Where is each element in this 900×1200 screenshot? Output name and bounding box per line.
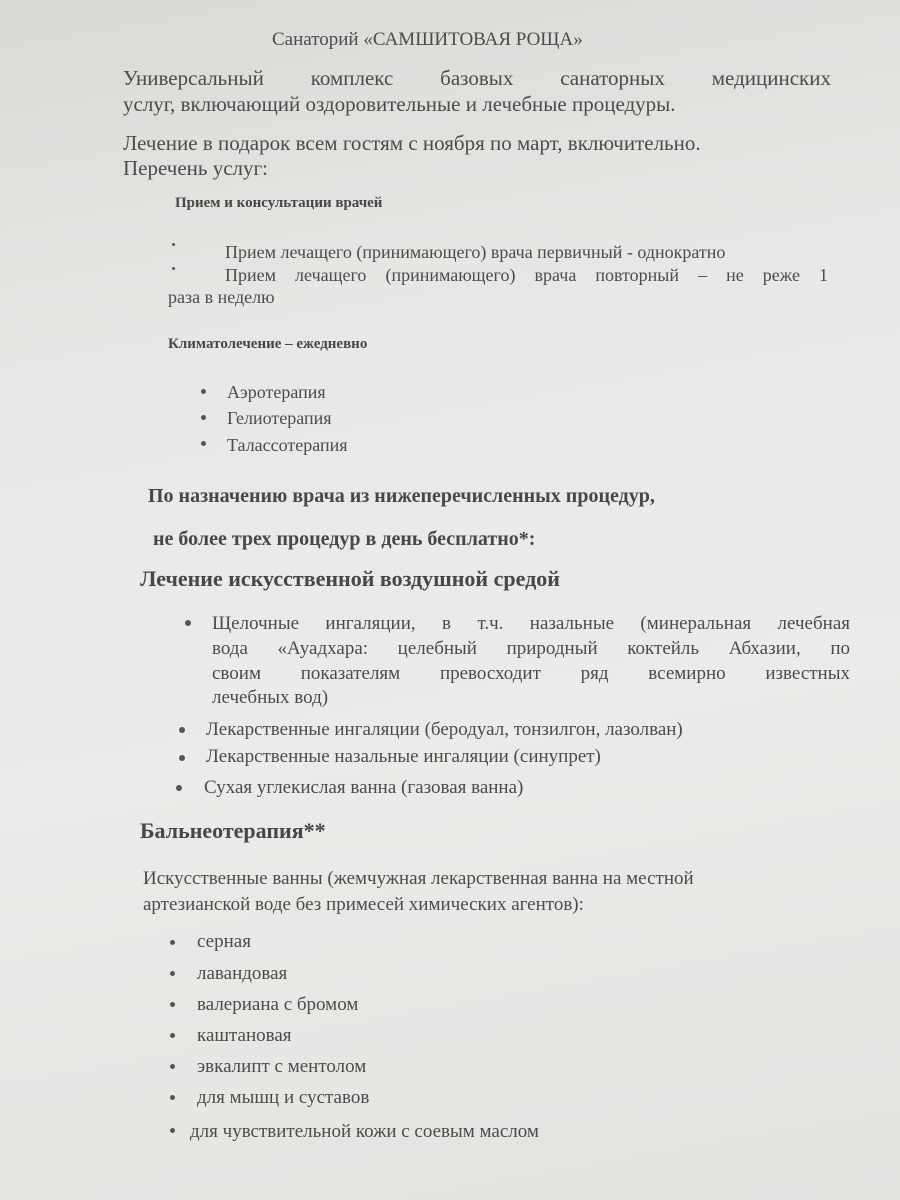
- bullet-icon: [170, 940, 175, 945]
- climate-item: Гелиотерапия: [227, 408, 332, 428]
- balneo-item: для чувствительной кожи с соевым маслом: [190, 1121, 539, 1142]
- bullet-icon: [170, 1002, 175, 1007]
- bullet-icon: [170, 1128, 175, 1133]
- bullet-icon: [172, 243, 175, 246]
- document-title: Санаторий «САМШИТОВАЯ РОЩА»: [272, 29, 583, 50]
- bullet-icon: [185, 620, 191, 626]
- balneo-item: лавандовая: [197, 963, 288, 984]
- bullet-icon: [172, 267, 175, 270]
- prescription-line-1: По назначению врача из нижеперечисленных процедур,: [148, 485, 655, 507]
- climate-heading: Климатолечение – ежедневно: [168, 336, 368, 352]
- balneo-item: серная: [197, 931, 251, 952]
- consult-item-1: Прием лечащего (принимающего) врача первичный - однократно: [225, 242, 726, 262]
- air-item-1-line: Щелочные ингаляции, в т.ч. назальные (минеральная лечебная: [212, 613, 850, 634]
- consult-heading: Прием и консультации врачей: [175, 195, 383, 211]
- consult-item-2: Прием лечащего (принимающего) врача повторный – не реже 1: [225, 265, 828, 285]
- bullet-icon: [179, 755, 185, 761]
- air-item-4: Сухая углекислая ванна (газовая ванна): [204, 777, 524, 798]
- balneo-item: эвкалипт с ментолом: [197, 1056, 367, 1077]
- intro-line-1: Универсальный комплекс базовых санаторных медицинских: [123, 66, 831, 90]
- consult-item-2-cont: раза в неделю: [168, 287, 275, 307]
- gift-line-1: Лечение в подарок всем гостям с ноября по март, включительно.: [123, 131, 701, 155]
- bullet-icon: [170, 1033, 175, 1038]
- gift-line-2: Перечень услуг:: [123, 156, 268, 180]
- climate-item: Талассотерапия: [227, 435, 348, 455]
- bullet-icon: [170, 1064, 175, 1069]
- climate-item: Аэротерапия: [227, 382, 326, 402]
- balneo-heading: Бальнеотерапия**: [140, 818, 326, 843]
- balneo-para-line-1: Искусственные ванны (жемчужная лекарственная ванна на местной: [143, 868, 694, 889]
- air-item-3: Лекарственные назальные ингаляции (синупрет): [206, 746, 601, 767]
- air-item-1-line: лечебных вод): [212, 687, 329, 708]
- bullet-icon: [176, 785, 182, 791]
- air-item-1-line: вода «Ауадхара: целебный природный коктейль Абхазии, по: [212, 638, 850, 659]
- bullet-icon: [170, 971, 175, 976]
- air-item-1-line: своим показателям превосходит ряд всемирно известных: [212, 663, 850, 684]
- air-item-2: Лекарственные ингаляции (беродуал, тонзилгон, лазолван): [206, 719, 683, 740]
- balneo-item: каштановая: [197, 1025, 292, 1046]
- prescription-line-2: не более трех процедур в день бесплатно*:: [153, 528, 536, 550]
- bullet-icon: [201, 389, 206, 394]
- bullet-icon: [179, 727, 185, 733]
- intro-line-2: услуг, включающий оздоровительные и лечебные процедуры.: [123, 92, 676, 116]
- balneo-item: валериана с бромом: [197, 994, 359, 1015]
- bullet-icon: [201, 415, 206, 420]
- bullet-icon: [170, 1095, 175, 1100]
- balneo-para-line-2: артезианской воде без примесей химических агентов):: [143, 894, 584, 915]
- balneo-item: для мышц и суставов: [197, 1087, 370, 1108]
- bullet-icon: [201, 441, 206, 446]
- air-heading: Лечение искусственной воздушной средой: [140, 566, 560, 591]
